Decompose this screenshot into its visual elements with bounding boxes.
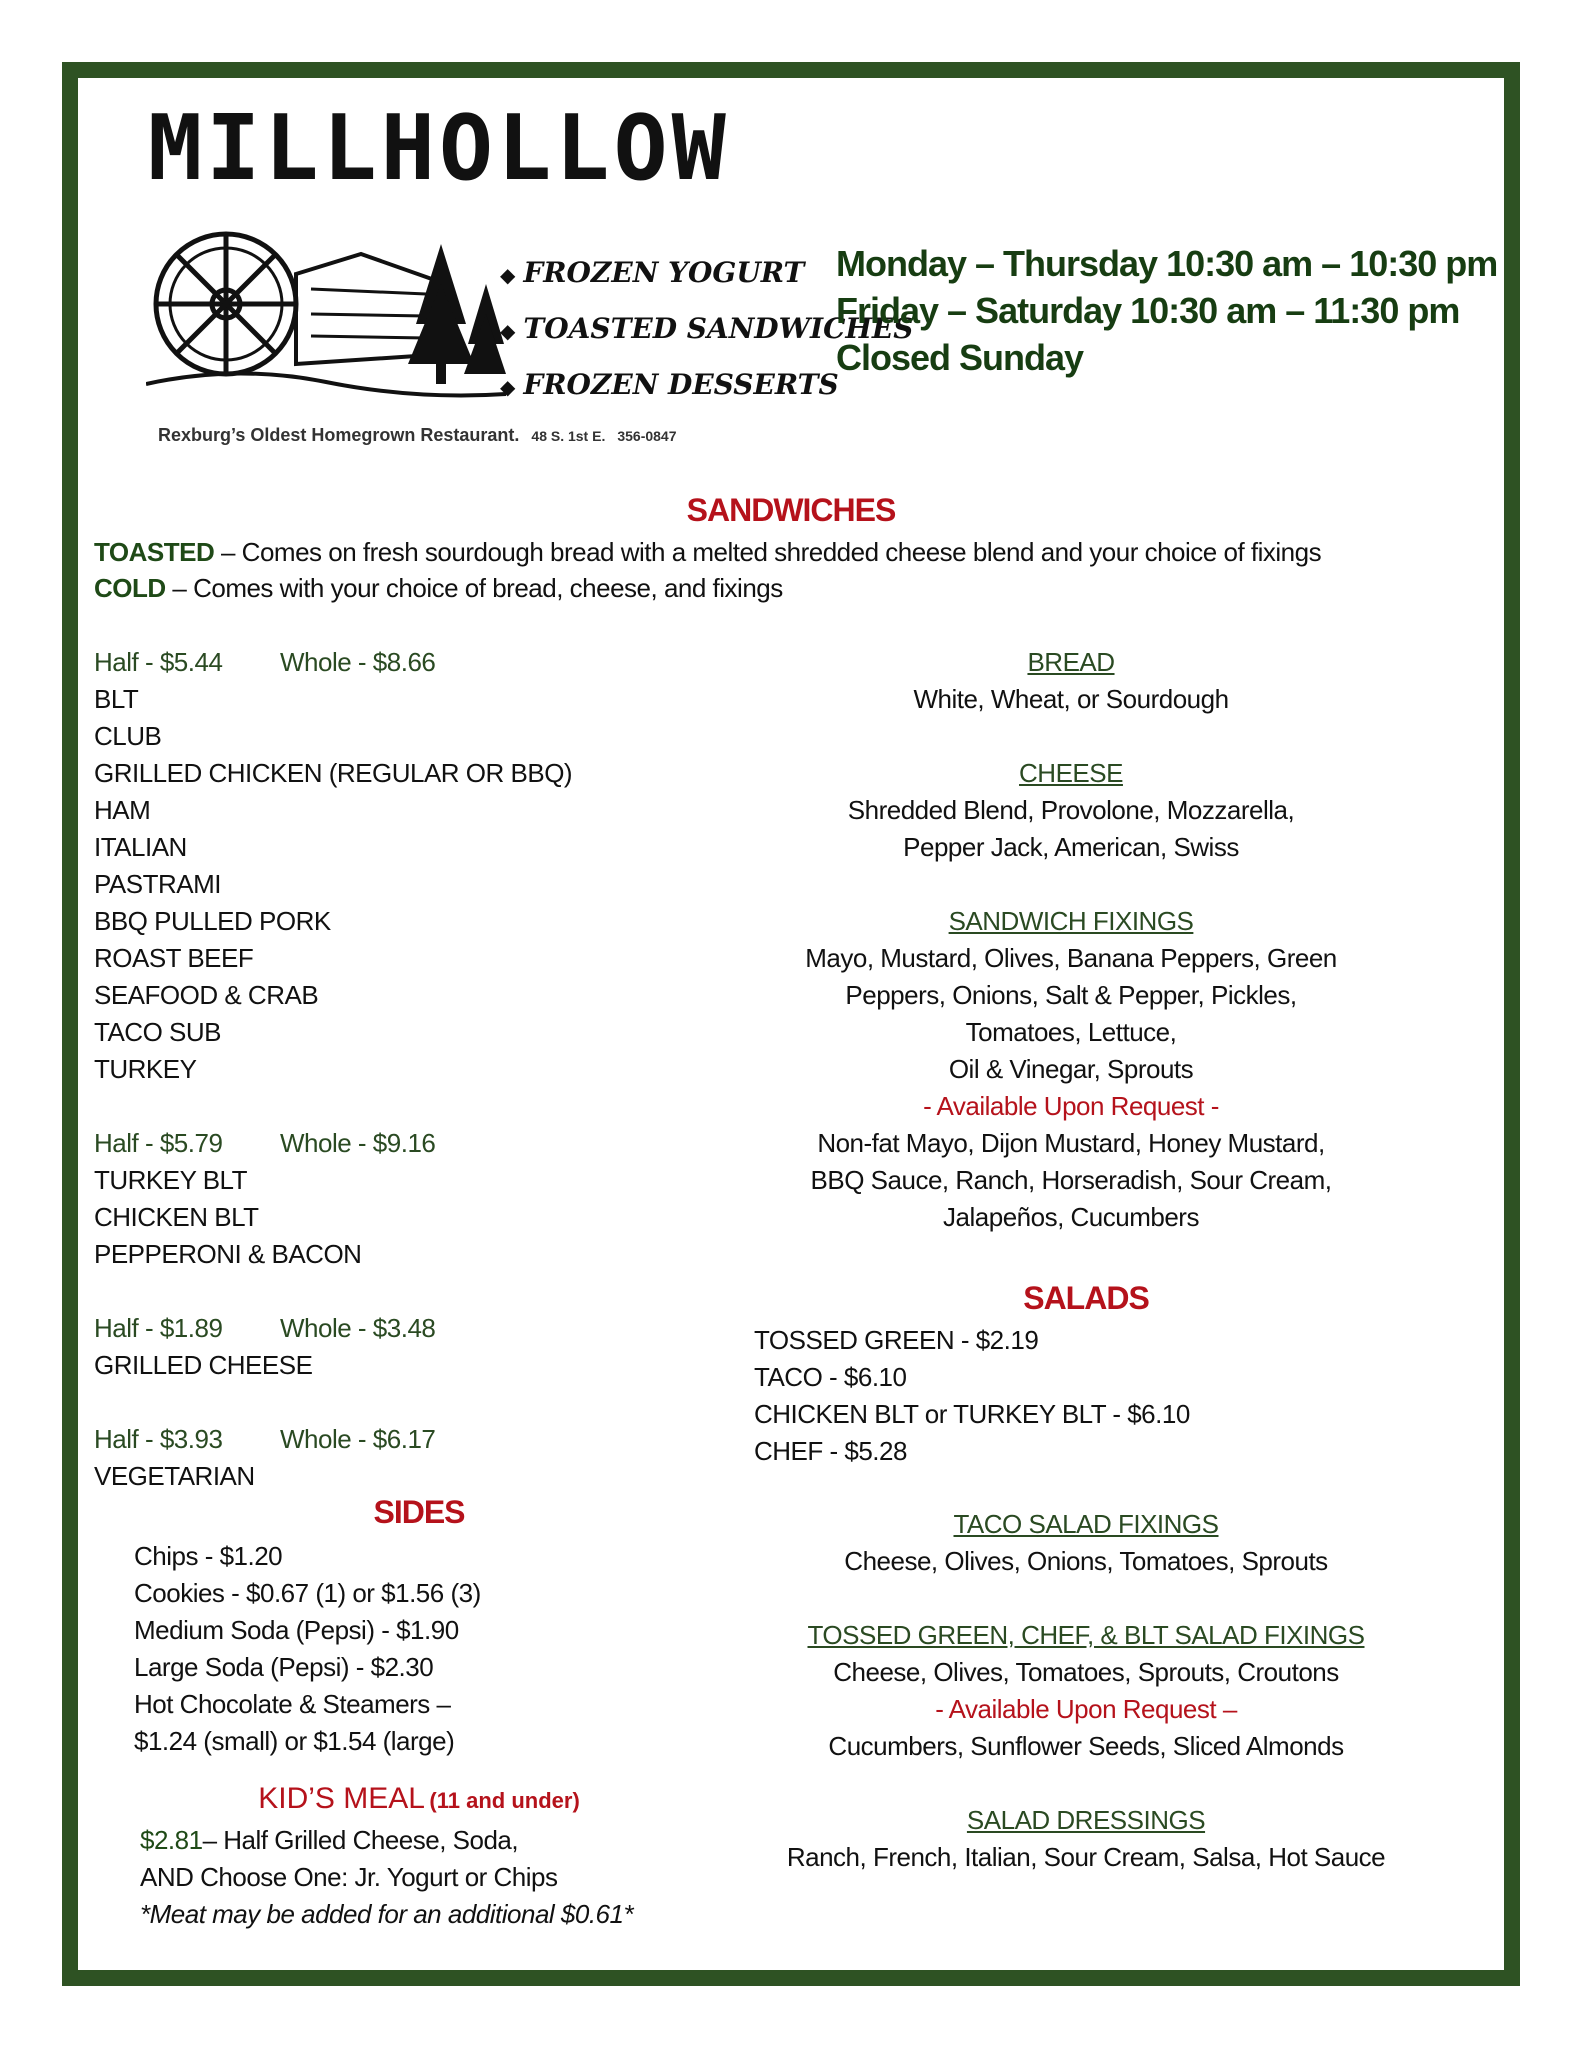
price-row: Half - $1.89 Whole - $3.48 (94, 1313, 436, 1343)
waterwheel-logo-icon (146, 214, 506, 414)
fixings-text: Mayo, Mustard, Olives, Banana Peppers, Green (805, 943, 1337, 973)
list-item: PASTRAMI (94, 869, 221, 899)
salad-request-text: Cucumbers, Sunflower Seeds, Sliced Almonds (828, 1731, 1344, 1761)
sides-list (134, 1538, 481, 1760)
cheese-text: Shredded Blend, Provolone, Mozzarella, (847, 795, 1295, 825)
list-item: TURKEY BLT (94, 1165, 247, 1195)
fixings-request-text: BBQ Sauce, Ranch, Horseradish, Sour Cream, (810, 1165, 1332, 1195)
list-item: Medium Soda (Pepsi) - $1.90 (134, 1615, 459, 1645)
list-item: VEGETARIAN (94, 1461, 255, 1491)
sandwich-list (94, 644, 694, 1495)
list-item: CHICKEN BLT or TURKEY BLT - $6.10 (754, 1399, 1190, 1429)
store-hours (836, 240, 1497, 381)
fixings-text: Oil & Vinegar, Sprouts (948, 1054, 1194, 1084)
salads-title: SALADS (1023, 1280, 1149, 1316)
options-column (756, 644, 1386, 1236)
list-item: Cookies - $0.67 (1) or $1.56 (3) (134, 1578, 481, 1608)
bread-title: BREAD (1027, 647, 1115, 677)
kids-meal-title: KID’S MEAL (11 and under) (258, 1782, 580, 1815)
hours-weekday: Monday – Thursday 10:30 am – 10:30 pm (836, 243, 1498, 284)
diamond-icon: ◆ (500, 375, 516, 399)
list-item: ITALIAN (94, 832, 187, 862)
sandwiches-title: SANDWICHES (686, 492, 896, 528)
list-item: CHICKEN BLT (94, 1202, 259, 1232)
list-item: CLUB (94, 721, 162, 751)
price-row: Half - $3.93 Whole - $6.17 (94, 1424, 436, 1454)
diamond-icon: ◆ (500, 319, 516, 343)
list-item: BLT (94, 684, 139, 714)
price-row: Half - $5.44 Whole - $8.66 (94, 647, 436, 677)
cold-description: COLD – Comes with your choice of bread, cheese, and fixings (94, 573, 783, 603)
logo-bullet: ◆ FROZEN YOGURT (500, 256, 805, 289)
salad-options (756, 1506, 1416, 1876)
cheese-text: Pepper Jack, American, Swiss (903, 832, 1239, 862)
list-item: HAM (94, 795, 151, 825)
list-item: SEAFOOD & CRAB (94, 980, 319, 1010)
salad-fixings-text: Cheese, Olives, Tomatoes, Sprouts, Croutons (833, 1657, 1339, 1687)
list-item: Hot Chocolate & Steamers – (134, 1689, 451, 1719)
list-item: TACO SUB (94, 1017, 221, 1047)
logo-title: MILLHOLLOW (148, 96, 730, 201)
taco-fixings-text: Cheese, Olives, Onions, Tomatoes, Sprouts (844, 1546, 1328, 1576)
list-item: PEPPERONI & BACON (94, 1239, 362, 1269)
hours-weekend: Friday – Saturday 10:30 am – 11:30 pm (836, 290, 1460, 331)
fixings-title: SANDWICH FIXINGS (948, 906, 1194, 936)
salads-list (754, 1322, 1190, 1470)
bread-text: White, Wheat, or Sourdough (913, 684, 1229, 714)
taco-fixings-title: TACO SALAD FIXINGS (953, 1509, 1219, 1539)
list-item: TACO - $6.10 (754, 1362, 907, 1392)
logo-bullet: ◆ FROZEN DESSERTS (500, 368, 839, 401)
diamond-icon: ◆ (500, 263, 516, 287)
cheese-title: CHEESE (1019, 758, 1123, 788)
logo-tagline: Rexburg’s Oldest Homegrown Restaurant. 48 S. 1st E. 356-0847 (158, 425, 677, 445)
list-item: Chips - $1.20 (134, 1541, 283, 1571)
list-item: TURKEY (94, 1054, 197, 1084)
logo-bullet: ◆ TOASTED SANDWICHES (500, 312, 914, 345)
list-item: TOSSED GREEN - $2.19 (754, 1325, 1039, 1355)
fixings-request-label: - Available Upon Request - (923, 1091, 1219, 1121)
fixings-text: Peppers, Onions, Salt & Pepper, Pickles, (845, 980, 1297, 1010)
toasted-description: TOASTED – Comes on fresh sourdough bread with a melted shredded cheese blend and your choice of fixings (94, 537, 1322, 567)
fixings-text: Tomatoes, Lettuce, (965, 1017, 1177, 1047)
list-item: Large Soda (Pepsi) - $2.30 (134, 1652, 434, 1682)
list-item: BBQ PULLED PORK (94, 906, 331, 936)
list-item: GRILLED CHICKEN (REGULAR OR BBQ) (94, 758, 573, 788)
dressings-title: SALAD DRESSINGS (966, 1805, 1206, 1835)
list-item: GRILLED CHEESE (94, 1350, 313, 1380)
hours-sunday: Closed Sunday (836, 337, 1084, 378)
list-item: ROAST BEEF (94, 943, 254, 973)
list-item: CHEF - $5.28 (754, 1436, 907, 1466)
salad-fixings-title: TOSSED GREEN, CHEF, & BLT SALAD FIXINGS (807, 1620, 1365, 1650)
price-row: Half - $5.79 Whole - $9.16 (94, 1128, 436, 1158)
fixings-request-text: Non-fat Mayo, Dijon Mustard, Honey Mustard, (817, 1128, 1325, 1158)
sides-title: SIDES (373, 1494, 465, 1530)
salad-request-label: - Available Upon Request – (935, 1694, 1237, 1724)
dressings-text: Ranch, French, Italian, Sour Cream, Salsa, Hot Sauce (786, 1842, 1386, 1872)
kids-meal-details: $2.81– Half Grilled Cheese, Soda, AND Choose One: Jr. Yogurt or Chips *Meat may be added for an additional $0.61* (140, 1825, 634, 1929)
fixings-request-text: Jalapeños, Cucumbers (943, 1202, 1199, 1232)
list-item: $1.24 (small) or $1.54 (large) (134, 1726, 455, 1756)
